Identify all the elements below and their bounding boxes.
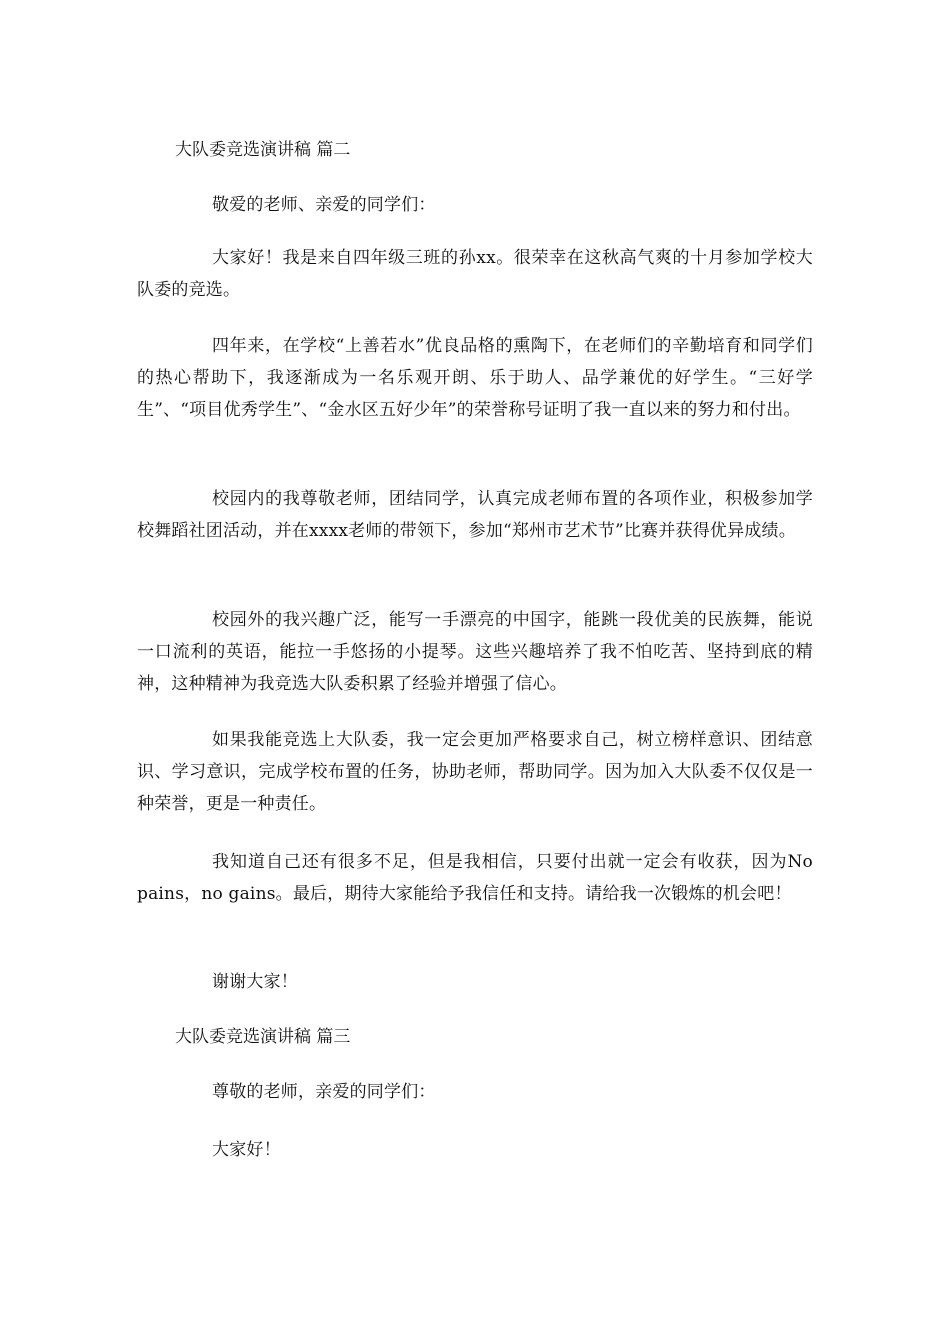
salutation-2: 敬爱的老师、亲爱的同学们： (212, 195, 436, 215)
paragraph: 四年来，在学校“上善若水”优良品格的熏陶下，在老师们的辛勤培育和同学们的热心帮助下，我逐渐成为一名乐观开朗、乐于助人、品学兼优的好学生。“三好学生”、“项目优秀学生”、“金水区五好少年”的荣誉称号证明了我一直以来的努力和付出。 (137, 336, 813, 420)
paragraph: 大家好！我是来自四年级三班的孙xx。很荣幸在这秋高气爽的十月参加学校大队委的竞选。 (137, 248, 813, 300)
section-heading-3: 大队委竞选演讲稿 篇三 (175, 1027, 351, 1047)
salutation-3: 尊敬的老师，亲爱的同学们： (212, 1082, 436, 1102)
paragraph: 校园外的我兴趣广泛，能写一手漂亮的中国字，能跳一段优美的民族舞，能说一口流利的英语，能拉一手悠扬的小提琴。这些兴趣培养了我不怕吃苦、坚持到底的精神，这种精神为我竞选大队委积累了经验并增强了信心。 (137, 610, 813, 694)
closing-line: 谢谢大家！ (212, 972, 298, 992)
greeting-line: 大家好！ (212, 1140, 281, 1160)
paragraph: 我知道自己还有很多不足，但是我相信，只要付出就一定会有收获，因为No pains，no gains。最后，期待大家能给予我信任和支持。请给我一次锻炼的机会吧！ (137, 852, 813, 904)
section-heading-2: 大队委竞选演讲稿 篇二 (175, 140, 351, 160)
paragraph: 校园内的我尊敬老师，团结同学，认真完成老师布置的各项作业，积极参加学校舞蹈社团活动，并在xxxx老师的带领下，参加“郑州市艺术节”比赛并获得优异成绩。 (137, 489, 813, 541)
paragraph: 如果我能竞选上大队委，我一定会更加严格要求自己，树立榜样意识、团结意识、学习意识，完成学校布置的任务，协助老师，帮助同学。因为加入大队委不仅仅是一种荣誉，更是一种责任。 (137, 730, 813, 814)
